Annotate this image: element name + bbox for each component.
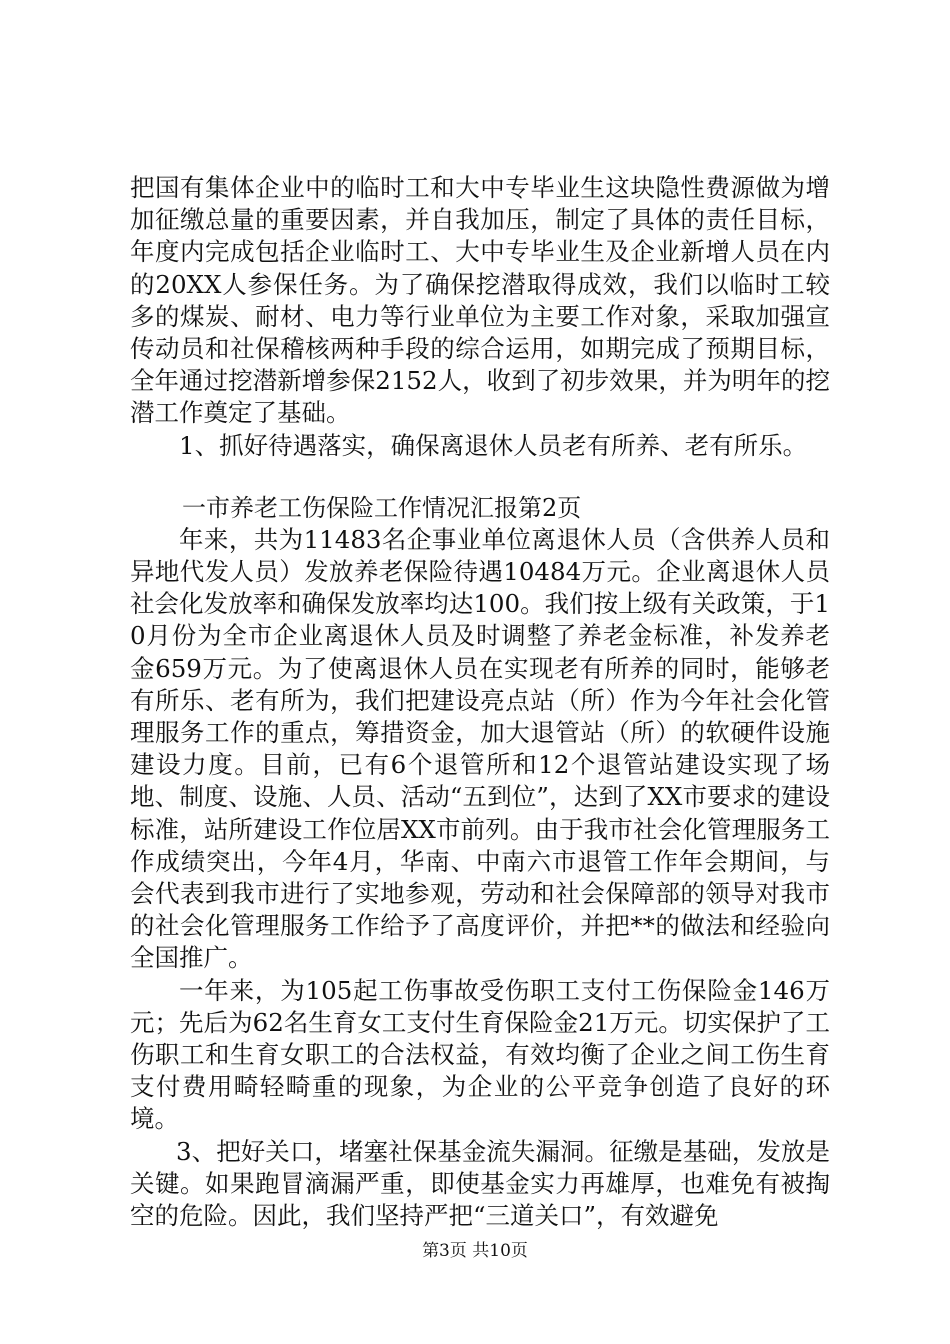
paragraph-pension-payments: 年来，共为11483名企事业单位离退休人员（含供养人员和异地代发人员）发放养老保险待遇10484万元。企业离退休人员社会化发放率和确保发放率均达100。我们按上级有关政策，于10月份为全市企业离退休人员及时调整了养老金标准，补发养老金659万元。为了使离退休人员在实现老有所养的同时，能够老有所乐、老有所为，我们把建设亮点站（所）作为今年社会化管理服务工作的重点，筹措资金，加大退管站（所）的软硬件设施建设力度。目前，已有6个退管所和12个退管站建设实现了场地、制度、设施、人员、活动“五到位”，达到了XX市要求的建设标准，站所建设工作位居XX市前列。由于我市社会化管理服务工作成绩突出，今年4月，华南、中南六市退管工作年会期间，与会代表到我市进行了实地参观，劳动和社会保障部的领导对我市的社会化管理服务工作给予了高度评价，并把**的做法和经验向全国推广。 (130, 524, 830, 973)
paragraph-fund-control: 3、把好关口，堵塞社保基金流失漏洞。征缴是基础，发放是关键。如果跑冒滴漏严重，即使基金实力再雄厚，也难免有被掏空的危险。因此，我们坚持严把“三道关口”，有效避免 (130, 1136, 830, 1231)
document-body (130, 172, 830, 1232)
paragraph-contribution-expansion: 把国有集体企业中的临时工和大中专毕业生这块隐性费源做为增加征缴总量的重要因素，并自我加压，制定了具体的责任目标，年度内完成包括企业临时工、大中专毕业生及企业新增人员在内的20XX人参保任务。为了确保挖潜取得成效，我们以临时工较多的煤炭、耐材、电力等行业单位为主要工作对象，采取加强宣传动员和社保稽核两种手段的综合运用，如期完成了预期目标，全年通过挖潜新增参保2152人，收到了初步效果，并为明年的挖潜工作奠定了基础。 (130, 173, 830, 428)
paragraph-injury-maternity: 一年来，为105起工伤事故受伤职工支付工伤保险金146万元；先后为62名生育女工支付生育保险金21万元。切实保护了工伤职工和生育女职工的合法权益，有效均衡了企业之间工伤生育支付费用畸轻畸重的现象，为企业的公平竞争创造了良好的环境。 (130, 975, 830, 1134)
section-gap (130, 462, 830, 492)
section-subheading: 一市养老工伤保险工作情况汇报第2页 (182, 493, 582, 522)
page-footer: 第3页 共10页 (422, 1241, 528, 1261)
paragraph-heading-benefits: 1、抓好待遇落实，确保离退休人员老有所养、老有所乐。 (179, 430, 808, 460)
